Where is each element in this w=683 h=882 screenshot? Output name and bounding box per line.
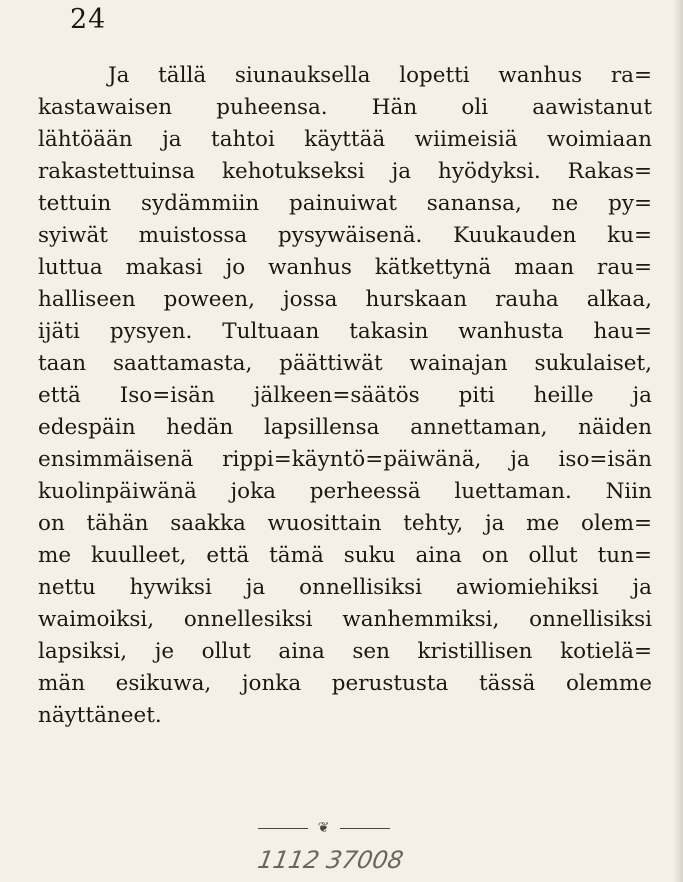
text-line: rakastettuinsa kehotukseksi ja hyödyksi. Rakas= bbox=[38, 159, 652, 184]
ornament-glyph-icon: ❦ bbox=[317, 820, 331, 836]
text-line: nettu hywiksi ja onnellisiksi awiomiehiksi ja bbox=[38, 575, 652, 600]
text-line: Ja tällä siunauksella lopetti wanhus ra= bbox=[108, 63, 652, 88]
text-line: me kuulleet, että tämä suku aina on ollut tun= bbox=[38, 543, 652, 568]
ornament-rule bbox=[258, 828, 308, 829]
text-line: tettuin sydämmiin painuiwat sanansa, ne py= bbox=[38, 191, 652, 216]
text-line: kuolinpäiwänä joka perheessä luettaman. Niin bbox=[38, 479, 652, 504]
text-line: edespäin hedän lapsillensa annettaman, näiden bbox=[38, 415, 652, 440]
text-line: taan saattamasta, päättiwät wainajan sukulaiset, bbox=[38, 351, 652, 376]
text-line: halliseen poween, jossa hurskaan rauha alkaa, bbox=[38, 287, 652, 312]
handwritten-shelfmark: 1112 37008 bbox=[255, 846, 406, 874]
text-line: on tähän saakka wuosittain tehty, ja me olem= bbox=[38, 511, 652, 536]
text-line: män esikuwa, jonka perustusta tässä olemme bbox=[38, 671, 652, 696]
text-line: luttua makasi jo wanhus kätkettynä maan rau= bbox=[38, 255, 652, 280]
text-line: näyttäneet. bbox=[38, 703, 162, 728]
text-line: että Iso=isän jälkeen=säätös piti heille ja bbox=[38, 383, 652, 408]
page-number: 24 bbox=[70, 4, 107, 35]
text-line: waimoiksi, onnellesiksi wanhemmiksi, onnellisiksi bbox=[38, 607, 652, 632]
text-line: ensimmäisenä rippi=käyntö=päiwänä, ja iso=isän bbox=[38, 447, 652, 472]
text-line: ijäti pysyen. Tultuaan takasin wanhusta hau= bbox=[38, 319, 652, 344]
text-line: lapsiksi, je ollut aina sen kristillisen kotielä= bbox=[38, 639, 652, 664]
end-ornament bbox=[244, 820, 404, 836]
page-edge-shadow bbox=[673, 0, 683, 882]
text-line: lähtöään ja tahtoi käyttää wiimeisiä woimiaan bbox=[38, 127, 652, 152]
ornament-rule bbox=[340, 828, 390, 829]
text-line: kastawaisen puheensa. Hän oli aawistanut bbox=[38, 95, 652, 120]
text-line: syiwät muistossa pysywäisenä. Kuukauden ku= bbox=[38, 223, 652, 248]
